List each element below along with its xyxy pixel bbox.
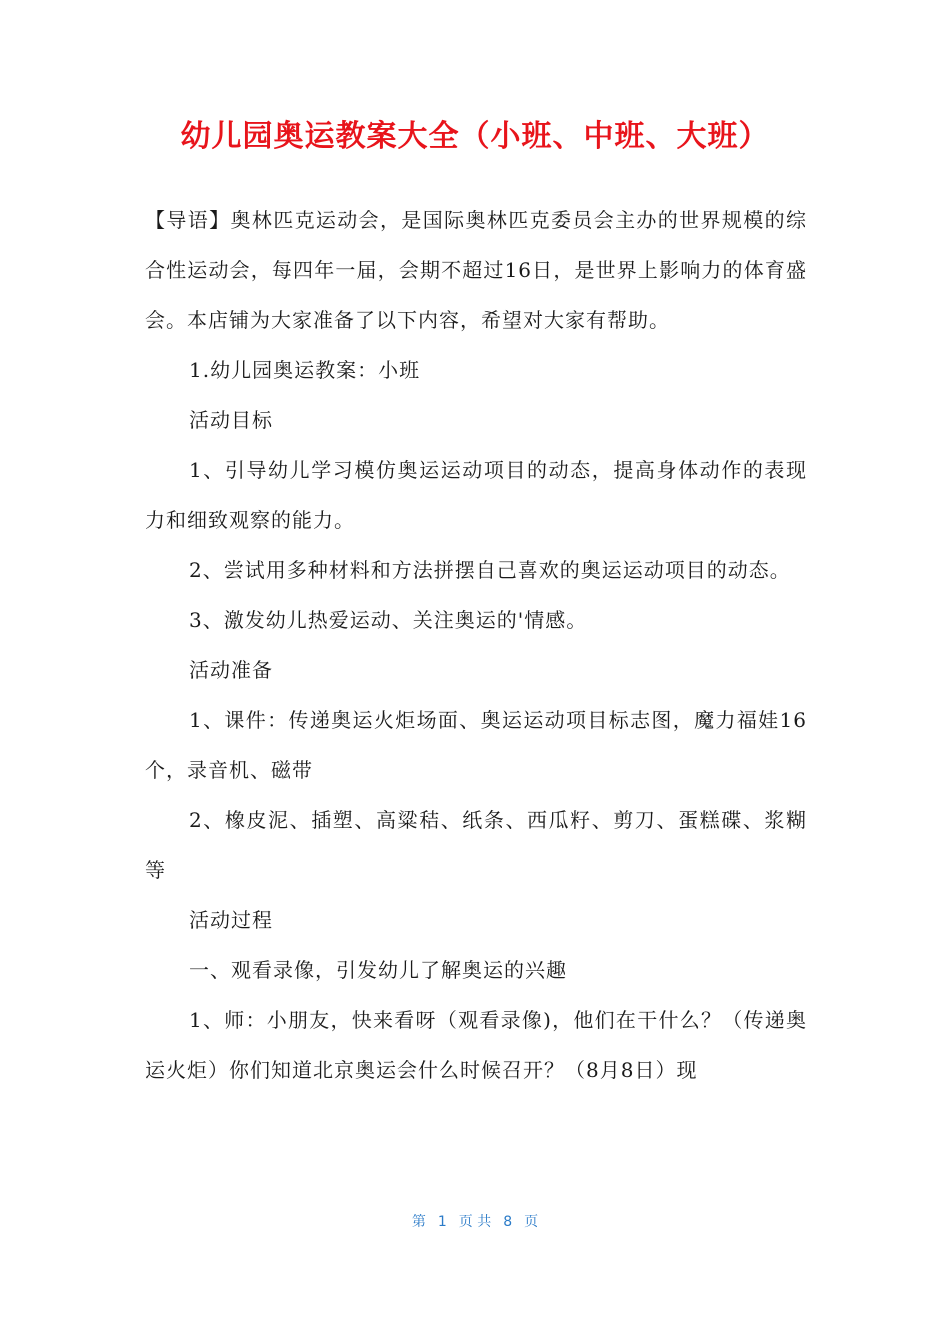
process-step-1: 一、观看录像，引发幼儿了解奥运的兴趣 xyxy=(189,958,567,982)
footer-of-label: 页 共 xyxy=(458,1214,492,1230)
section-heading-small-class: 1.幼儿园奥运教案：小班 xyxy=(189,358,421,382)
process-detail-1: 1、师：小朋友，快来看呀（观看录像)，他们在干什么？（传递奥运火炬）你们知道北京奥运会什么时候召开？（8月8日）现 xyxy=(145,1008,807,1082)
preparation-item-2: 2、橡皮泥、插塑、高粱秸、纸条、西瓜籽、剪刀、蛋糕碟、浆糊等 xyxy=(145,808,807,882)
page-title: 幼儿园奥运教案大全（小班、中班、大班） xyxy=(180,119,770,154)
footer-page-label: 第 xyxy=(411,1214,426,1230)
footer-total-pages: 8 xyxy=(503,1214,513,1230)
goal-item-2: 2、尝试用多种材料和方法拼摆自己喜欢的奥运运动项目的动态。 xyxy=(189,558,791,582)
footer-current-page: 1 xyxy=(437,1214,447,1230)
intro-paragraph: 【导语】奥林匹克运动会，是国际奥林匹克委员会主办的世界规模的综合性运动会，每四年一届，会期不超过16日，是世界上影响力的体育盛会。本店铺为大家准备了以下内容，希望对大家有帮助。 xyxy=(145,208,807,332)
footer-pages-label: 页 xyxy=(524,1214,539,1230)
subheading-activity-process: 活动过程 xyxy=(189,908,273,932)
page-footer xyxy=(0,1210,950,1234)
subheading-activity-preparation: 活动准备 xyxy=(189,658,273,682)
preparation-item-1: 1、课件：传递奥运火炬场面、奥运运动项目标志图，魔力福娃16个，录音机、磁带 xyxy=(145,708,807,782)
subheading-activity-goals: 活动目标 xyxy=(189,408,273,432)
goal-item-3: 3、激发幼儿热爱运动、关注奥运的'情感。 xyxy=(189,608,588,632)
document-body xyxy=(145,195,807,1095)
goal-item-1: 1、引导幼儿学习模仿奥运运动项目的动态，提高身体动作的表现力和细致观察的能力。 xyxy=(145,458,807,532)
